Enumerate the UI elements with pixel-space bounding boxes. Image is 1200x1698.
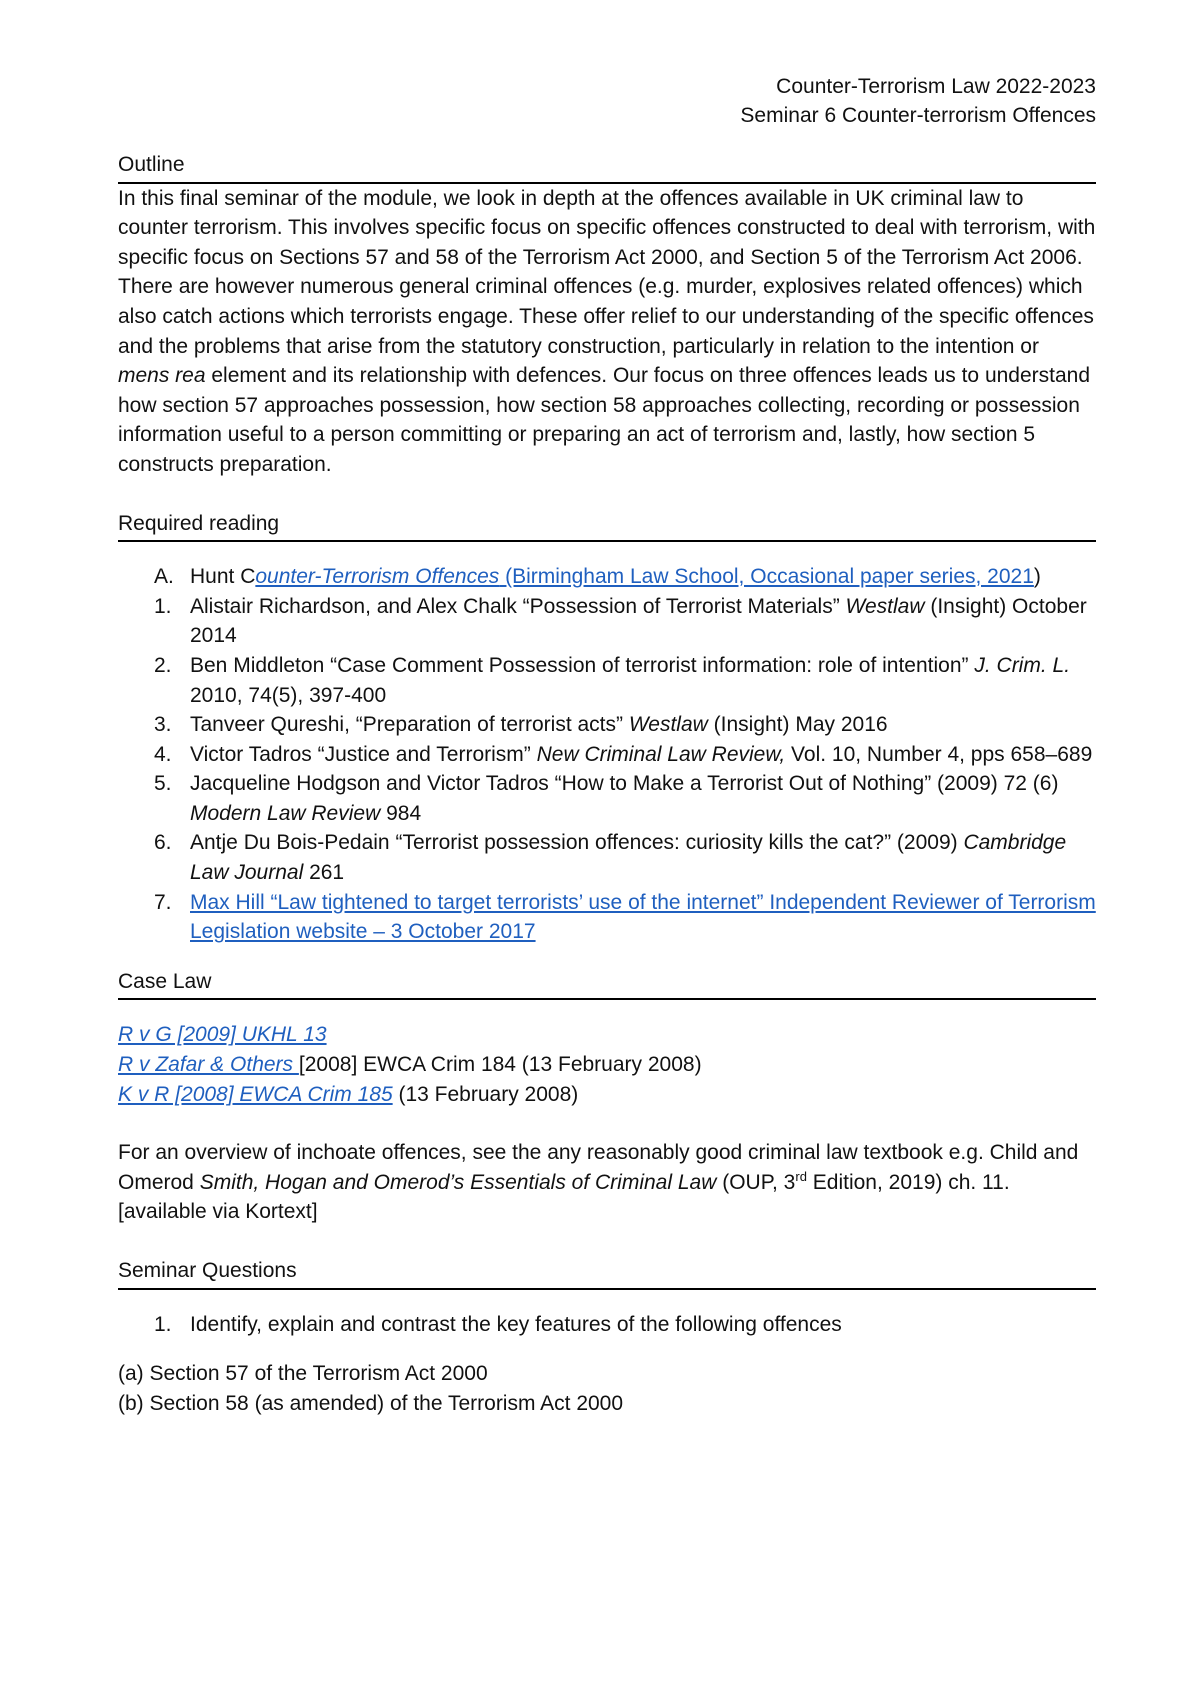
list-marker: 3. (154, 713, 172, 737)
reading-4-text-end: Vol. 10, Number 4, pps 658–689 (785, 742, 1093, 766)
reading-a-end: ) (1033, 565, 1041, 589)
list-marker: 6. (154, 831, 172, 855)
document-content (118, 72, 1096, 1418)
list-item (118, 769, 1096, 828)
list-item (118, 888, 1096, 947)
required-reading-heading: Required reading (118, 509, 1096, 543)
list-item (118, 562, 1096, 592)
case-2 (118, 1050, 1096, 1080)
question-part-b: (b) Section 58 (as amended) of the Terrorism Act 2000 (118, 1391, 624, 1415)
outline-text-italic: mens rea (118, 364, 206, 388)
reading-2-italic: J. Crim. L. (974, 653, 1071, 677)
reading-5-italic: Modern Law Review (190, 801, 381, 825)
list-item (118, 592, 1096, 651)
overview-superscript: rd (795, 1168, 807, 1184)
case-2-link[interactable]: R v Zafar & Others (118, 1053, 299, 1077)
reading-1-text: Alistair Richardson, and Alex Chalk “Possession of Terrorist Materials” (190, 594, 846, 618)
reading-3-text-end: (Insight) May 2016 (707, 713, 888, 737)
seminar-title: Seminar 6 Counter-terrorism Offences (740, 104, 1096, 127)
case-3-link[interactable]: K v R [2008] EWCA Crim 185 (118, 1082, 393, 1106)
case-1-link[interactable]: R v G [2009] UKHL 13 (118, 1023, 327, 1047)
list-marker: 5. (154, 772, 172, 796)
overview-text-a: For an overview of inchoate offences, see the any reasonably good criminal law textbook e.g. Child and Omerod (118, 1141, 1079, 1194)
case-2-citation: [2008] EWCA Crim 184 (13 February 2008) (298, 1053, 702, 1077)
question-marker: 1. (154, 1312, 172, 1336)
document-header (118, 72, 1096, 130)
reading-2-text-end: 2010, 74(5), 397-400 (190, 683, 387, 707)
reading-2-text: Ben Middleton “Case Comment Possession of terrorist information: role of intention” (190, 653, 975, 677)
reading-list (118, 562, 1096, 947)
list-marker: A. (154, 565, 174, 589)
reading-4-italic: New Criminal Law Review, (536, 742, 786, 766)
case-1 (118, 1020, 1096, 1050)
outline-paragraph (118, 184, 1096, 480)
reading-a-link-detail: (Birmingham Law School, Occasional paper series, 2021 (499, 565, 1034, 589)
reading-3-text: Tanveer Qureshi, “Preparation of terrorist acts” (190, 713, 629, 737)
case-law-heading: Case Law (118, 967, 1096, 1001)
list-item (118, 740, 1096, 770)
outline-text-b: element and its relationship with defences. Our focus on three offences leads us to understand how section 57 approaches possession, how section 58 approaches collecting, recording or possession information useful to a person committing or preparing an act of terrorism and, lastly, how section 5 constructs preparation. (118, 364, 1091, 476)
list-marker: 1. (154, 594, 172, 618)
reading-1-text-end: (Insight) October 2014 (190, 594, 1087, 648)
case-3-date: (13 February 2008) (392, 1082, 579, 1106)
case-3 (118, 1080, 1096, 1110)
list-marker: 7. (154, 890, 172, 914)
outline-heading: Outline (118, 150, 1096, 184)
reading-6-text: Antje Du Bois-Pedain “Terrorist possession offences: curiosity kills the cat?” (2009) (190, 831, 964, 855)
reading-5-text-end: 984 (380, 801, 422, 825)
question-1-text: Identify, explain and contrast the key features of the following offences (190, 1312, 842, 1336)
reading-a-author: Hunt C (190, 565, 256, 589)
overview-text-b: (OUP, 3 (716, 1170, 796, 1194)
reading-5-text: Jacqueline Hodgson and Victor Tadros “How to Make a Terrorist Out of Nothing” (2009) 72 (6) (190, 772, 1059, 796)
list-item (118, 710, 1096, 740)
seminar-questions-heading: Seminar Questions (118, 1256, 1096, 1290)
course-title: Counter-Terrorism Law 2022-2023 (776, 75, 1096, 98)
overview-paragraph (118, 1138, 1096, 1227)
list-marker: 4. (154, 742, 172, 766)
reading-6-text-end: 261 (303, 861, 345, 885)
list-item (118, 651, 1096, 710)
overview-text-c: Edition, 2019) ch. 11. [available via Kortext] (118, 1170, 1010, 1224)
list-item (118, 828, 1096, 887)
outline-text-a: In this final seminar of the module, we look in depth at the offences available in UK criminal law to counter terrorism. This involves specific focus on specific offences constructed to deal with terrorism, with specific focus on Sections 57 and 58 of the Terrorism Act 2000, and Section 5 of the Terrorism Act 2006. There are however numerous general criminal offences (e.g. murder, explosives related offences) which also catch actions which terrorists engage. These offer relief to our understanding of the specific offences and the problems that arise from the statutory construction, particularly in relation to the intention or (118, 186, 1096, 358)
reading-6-italic: Cambridge Law Journal (190, 831, 1067, 885)
question-part-a: (a) Section 57 of the Terrorism Act 2000 (118, 1362, 488, 1386)
reading-1-italic: Westlaw (845, 594, 925, 618)
reading-3-italic: Westlaw (628, 713, 708, 737)
reading-4-text: Victor Tadros “Justice and Terrorism” (190, 742, 537, 766)
overview-book-title: Smith, Hogan and Omerod’s Essentials of Criminal Law (199, 1170, 717, 1194)
reading-7-link[interactable]: Max Hill “Law tightened to target terrorists’ use of the internet” Independent Reviewer of Terrorism Legislation website – 3 October 2017 (190, 890, 1096, 944)
reading-a-link-title: ounter-Terrorism Offences (255, 565, 500, 589)
list-marker: 2. (154, 653, 172, 677)
reading-a-link[interactable] (255, 565, 1034, 588)
question-1 (118, 1310, 1096, 1340)
